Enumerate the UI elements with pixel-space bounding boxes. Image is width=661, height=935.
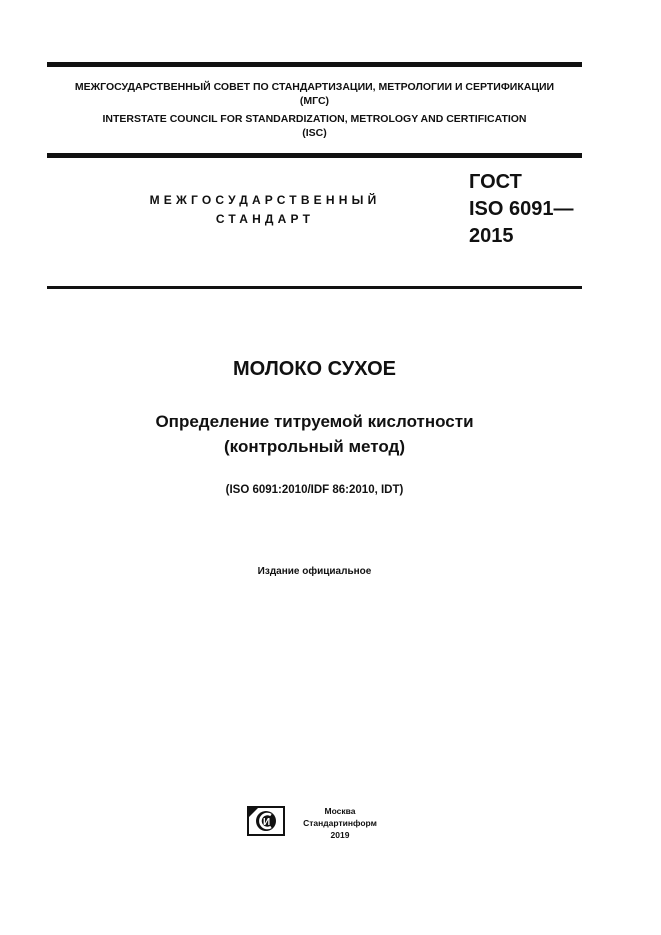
gost-label: ГОСТ bbox=[469, 171, 522, 193]
council-en: INTERSTATE COUNCIL FOR STANDARDIZATION, METROLOGY AND CERTIFICATION bbox=[102, 113, 527, 125]
gost-year: 2015 bbox=[469, 225, 514, 247]
publisher-year: 2019 bbox=[330, 830, 350, 840]
document-subtitle-line2: (контрольный метод) bbox=[224, 437, 405, 456]
standard-type-line1: МЕЖГОСУДАРСТВЕННЫЙ bbox=[149, 193, 381, 207]
iso-reference: (ISO 6091:2010/IDF 86:2010, IDT) bbox=[225, 484, 404, 496]
standard-rule bbox=[47, 286, 582, 289]
top-rule bbox=[47, 62, 582, 67]
svg-text:И: И bbox=[263, 817, 271, 828]
document-title: МОЛОКО СУХОЕ bbox=[233, 358, 396, 380]
council-en-abbr: (ISC) bbox=[302, 127, 327, 139]
publisher-name: Стандартинформ bbox=[303, 818, 377, 828]
header-rule bbox=[47, 153, 582, 158]
gost-number: ISO 6091— bbox=[469, 198, 574, 220]
standartinform-logo-icon bbox=[247, 806, 287, 836]
council-ru: МЕЖГОСУДАРСТВЕННЫЙ СОВЕТ ПО СТАНДАРТИЗАЦИИ, МЕТРОЛОГИИ И СЕРТИФИКАЦИИ bbox=[74, 81, 555, 93]
council-ru-abbr: (МГС) bbox=[299, 95, 330, 107]
standard-type-line2: СТАНДАРТ bbox=[215, 212, 315, 226]
publisher-city: Москва bbox=[324, 806, 356, 816]
document-subtitle-line1: Определение титруемой кислотности bbox=[155, 412, 474, 431]
edition-label: Издание официальное bbox=[257, 566, 372, 577]
